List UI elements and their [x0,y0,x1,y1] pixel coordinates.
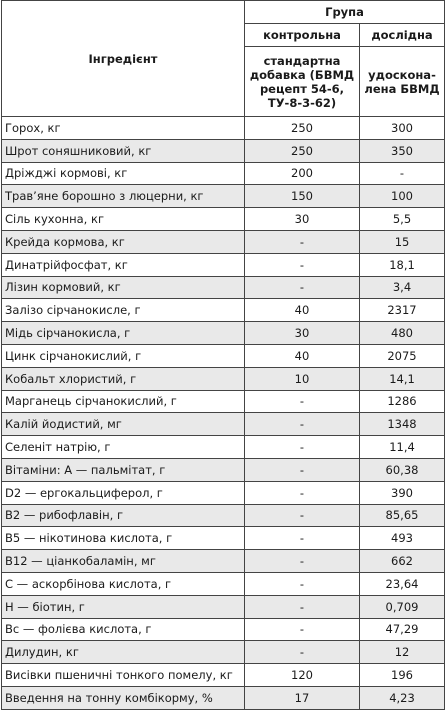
experimental-value: - [360,162,445,185]
control-value: - [245,436,360,459]
table-row [2,664,445,687]
experimental-value: 15 [360,230,445,253]
table-row [2,230,445,253]
experimental-value: 3,4 [360,276,445,299]
header-group: Група [245,1,445,24]
table-row [2,641,445,664]
table-row [2,572,445,595]
experimental-value: 85,65 [360,504,445,527]
table-row [2,527,445,550]
ingredient-name: Динатрійфосфат, кг [2,253,245,276]
control-value: 17 [245,686,360,709]
ingredient-name: Вітаміни: А — пальмітат, г [2,458,245,481]
experimental-value: 4,23 [360,686,445,709]
control-value: 30 [245,208,360,231]
table-body [2,117,445,710]
experimental-value: 14,1 [360,367,445,390]
header-control-desc: стандартна добавка (БВМД рецепт 54-6, ТУ-8-3-62) [245,47,360,117]
table-row [2,618,445,641]
control-value: - [245,595,360,618]
table-row [2,550,445,573]
control-value: 250 [245,139,360,162]
table-row [2,367,445,390]
control-value: - [245,572,360,595]
ingredient-name: Трав’яне борошно з люцерни, кг [2,185,245,208]
experimental-value: 47,29 [360,618,445,641]
experimental-value: 1348 [360,413,445,436]
ingredient-name: Кобальт хлористий, г [2,367,245,390]
header-experimental: дослідна [360,24,445,47]
control-value: - [245,481,360,504]
control-value: - [245,230,360,253]
ingredient-name: Н — біотин, г [2,595,245,618]
experimental-value: 12 [360,641,445,664]
ingredient-name: Селеніт натрію, г [2,436,245,459]
header-experimental-desc: удоскона-лена БВМД [360,47,445,117]
experimental-value: 18,1 [360,253,445,276]
control-value: - [245,550,360,573]
experimental-value: 23,64 [360,572,445,595]
control-value: - [245,641,360,664]
ingredients-table [1,0,445,710]
control-value: 30 [245,322,360,345]
table-row [2,458,445,481]
table-row [2,390,445,413]
experimental-value: 11,4 [360,436,445,459]
table-row [2,185,445,208]
table-header [2,1,445,117]
experimental-value: 196 [360,664,445,687]
ingredient-name: С — аскорбінова кислота, г [2,572,245,595]
ingredient-name: Марганець сірчанокислий, г [2,390,245,413]
table-row [2,686,445,709]
table-row [2,276,445,299]
table-row [2,436,445,459]
table-row [2,253,445,276]
experimental-value: 5,5 [360,208,445,231]
ingredient-name: Вс — фолієва кислота, г [2,618,245,641]
ingredient-name: В5 — нікотинова кислота, г [2,527,245,550]
experimental-value: 0,709 [360,595,445,618]
table-row [2,344,445,367]
table-row [2,117,445,140]
control-value: - [245,504,360,527]
table-row [2,595,445,618]
experimental-value: 300 [360,117,445,140]
experimental-value: 100 [360,185,445,208]
control-value: - [245,527,360,550]
table-row [2,299,445,322]
ingredient-name: Сіль кухонна, кг [2,208,245,231]
control-value: - [245,413,360,436]
ingredient-name: Дилудин, кг [2,641,245,664]
ingredient-name: В2 — рибофлавін, г [2,504,245,527]
table-row [2,481,445,504]
table-row [2,139,445,162]
ingredient-name: Введення на тонну комбікорму, % [2,686,245,709]
control-value: 150 [245,185,360,208]
experimental-value: 1286 [360,390,445,413]
ingredient-name: Лізин кормовий, кг [2,276,245,299]
ingredient-name: Шрот соняшниковий, кг [2,139,245,162]
ingredient-name: Мідь сірчанокисла, г [2,322,245,345]
control-value: - [245,618,360,641]
ingredient-name: Горох, кг [2,117,245,140]
ingredient-name: Цинк сірчанокислий, г [2,344,245,367]
ingredient-name: Залізо сірчанокисле, г [2,299,245,322]
ingredient-name: Дріжджі кормові, кг [2,162,245,185]
experimental-value: 2317 [360,299,445,322]
control-value: 250 [245,117,360,140]
experimental-value: 2075 [360,344,445,367]
table-row [2,504,445,527]
experimental-value: 390 [360,481,445,504]
table-row [2,162,445,185]
control-value: - [245,276,360,299]
control-value: - [245,458,360,481]
experimental-value: 493 [360,527,445,550]
control-value: 200 [245,162,360,185]
ingredient-name: D2 — ергокальциферол, г [2,481,245,504]
table-row [2,322,445,345]
experimental-value: 350 [360,139,445,162]
control-value: 10 [245,367,360,390]
header-ingredient: Інгредієнт [2,1,245,117]
experimental-value: 480 [360,322,445,345]
experimental-value: 60,38 [360,458,445,481]
ingredient-name: Калій йодистий, мг [2,413,245,436]
control-value: 40 [245,299,360,322]
ingredient-name: Висівки пшеничні тонкого помелу, кг [2,664,245,687]
table-row [2,208,445,231]
control-value: 120 [245,664,360,687]
table-row [2,413,445,436]
control-value: - [245,390,360,413]
control-value: 40 [245,344,360,367]
experimental-value: 662 [360,550,445,573]
header-control: контрольна [245,24,360,47]
ingredient-name: В12 — ціанкобаламін, мг [2,550,245,573]
control-value: - [245,253,360,276]
ingredient-name: Крейда кормова, кг [2,230,245,253]
